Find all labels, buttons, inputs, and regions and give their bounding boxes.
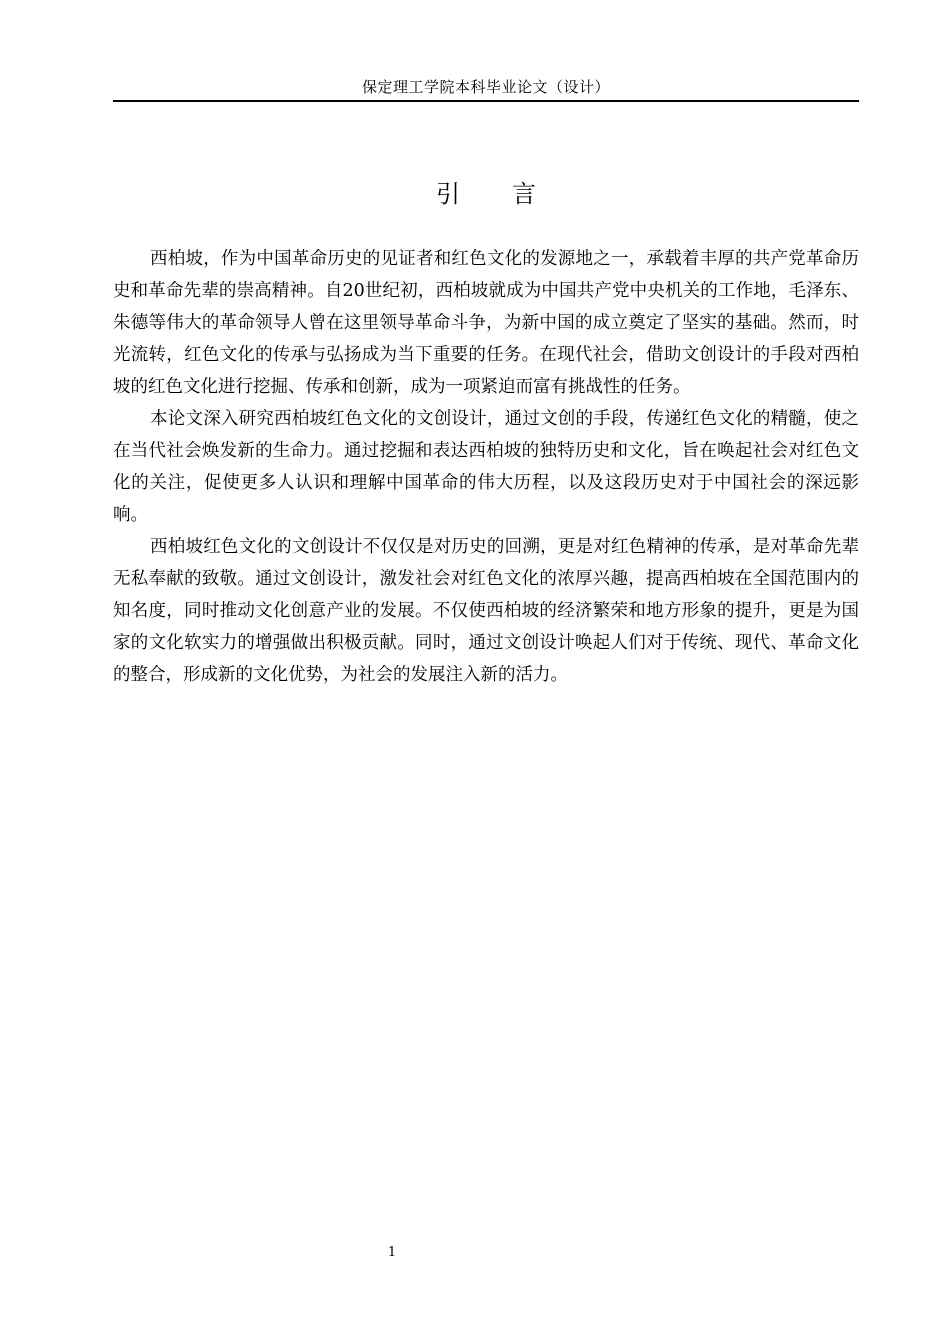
page-number: 1 <box>387 1245 397 1260</box>
section-title-char-1: 引 <box>436 180 460 208</box>
body-text <box>113 243 859 691</box>
section-title-char-2: 言 <box>512 180 536 208</box>
header-rule <box>113 100 859 102</box>
paragraph-1: 西柏坡，作为中国革命历史的见证者和红色文化的发源地之一，承载着丰厚的共产党革命历史和革命先辈的崇高精神。自20世纪初，西柏坡就成为中国共产党中央机关的工作地，毛泽东、朱德等伟大的革命领导人曾在这里领导革命斗争，为新中国的成立奠定了坚实的基础。然而，时光流转，红色文化的传承与弘扬成为当下重要的任务。在现代社会，借助文创设计的手段对西柏坡的红色文化进行挖掘、传承和创新，成为一项紧迫而富有挑战性的任务。 <box>113 249 859 397</box>
paragraph-3: 西柏坡红色文化的文创设计不仅仅是对历史的回溯，更是对红色精神的传承，是对革命先辈无私奉献的致敬。通过文创设计，激发社会对红色文化的浓厚兴趣，提高西柏坡在全国范围内的知名度，同时推动文化创意产业的发展。不仅使西柏坡的经济繁荣和地方形象的提升，更是为国家的文化软实力的增强做出积极贡献。同时，通过文创设计唤起人们对于传统、现代、革命文化的整合，形成新的文化优势，为社会的发展注入新的活力。 <box>113 537 859 685</box>
section-title <box>113 176 859 212</box>
running-header: 保定理工学院本科毕业论文（设计） <box>361 78 610 96</box>
paragraph-2: 本论文深入研究西柏坡红色文化的文创设计，通过文创的手段，传递红色文化的精髓，使之在当代社会焕发新的生命力。通过挖掘和表达西柏坡的独特历史和文化，旨在唤起社会对红色文化的关注，促使更多人认识和理解中国革命的伟大历程，以及这段历史对于中国社会的深远影响。 <box>113 409 859 525</box>
